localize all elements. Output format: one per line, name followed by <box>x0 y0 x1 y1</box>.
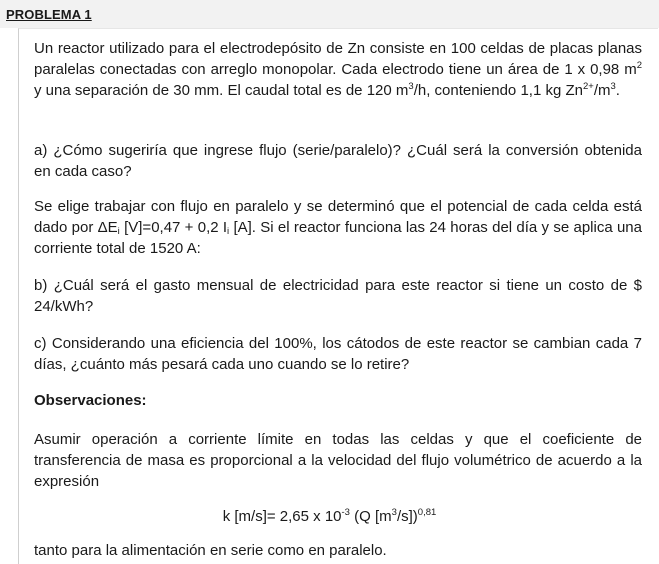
header-bar <box>0 0 659 28</box>
parallel-flow-paragraph: Se elige trabajar con flujo en paralelo y se determinó que el potencial de cada celda está dado por $\Delta E_i$ [V]=0,47 + 0,2 $I_i$ [A]. Si el reactor funciona las 24 horas del día y se aplica una corriente total de 1520 A: <box>34 198 642 258</box>
question-a: a) ¿Cómo sugeriría que ingrese flujo (serie/paralelo)? ¿Cuál será la conversión obtenida en cada caso? <box>34 142 642 181</box>
problem-statement: Un reactor utilizado para el electrodepósito de Zn consiste en 100 celdas de placas planas paralelas conectadas con arreglo monopolar. Cada electrodo tiene un área de 1 x 0,98 $m^2$ y una separación de 30 mm. El caudal total es de 120 $m^3/h$, conteniendo 1,1 kg $Zn^{2+}/m^3$. <box>34 40 642 100</box>
question-c: c) Considerando una eficiencia del 100%, los cátodos de este reactor se cambian cada 7 días, ¿cuánto más pesará cada uno cuando se lo retire? <box>34 335 642 374</box>
problem-title: PROBLEMA 1 <box>6 7 92 22</box>
mass-transfer-formula: k [m/s]= 2,65 x $10^{-3}$ (Q $[m^3/s])^{0,81}$ <box>222 507 437 525</box>
question-b: b) ¿Cuál será el gasto mensual de electricidad para este reactor si tiene un costo de $ 24/kWh? <box>34 277 642 316</box>
observations-heading: Observaciones: <box>34 392 147 409</box>
closing-text: tanto para la alimentación en serie como en paralelo. <box>34 542 387 559</box>
observations-text: Asumir operación a corriente límite en todas las celdas y que el coeficiente de transferencia de masa es proporcional a la velocidad del flujo volumétrico de acuerdo a la expresión <box>34 431 642 491</box>
